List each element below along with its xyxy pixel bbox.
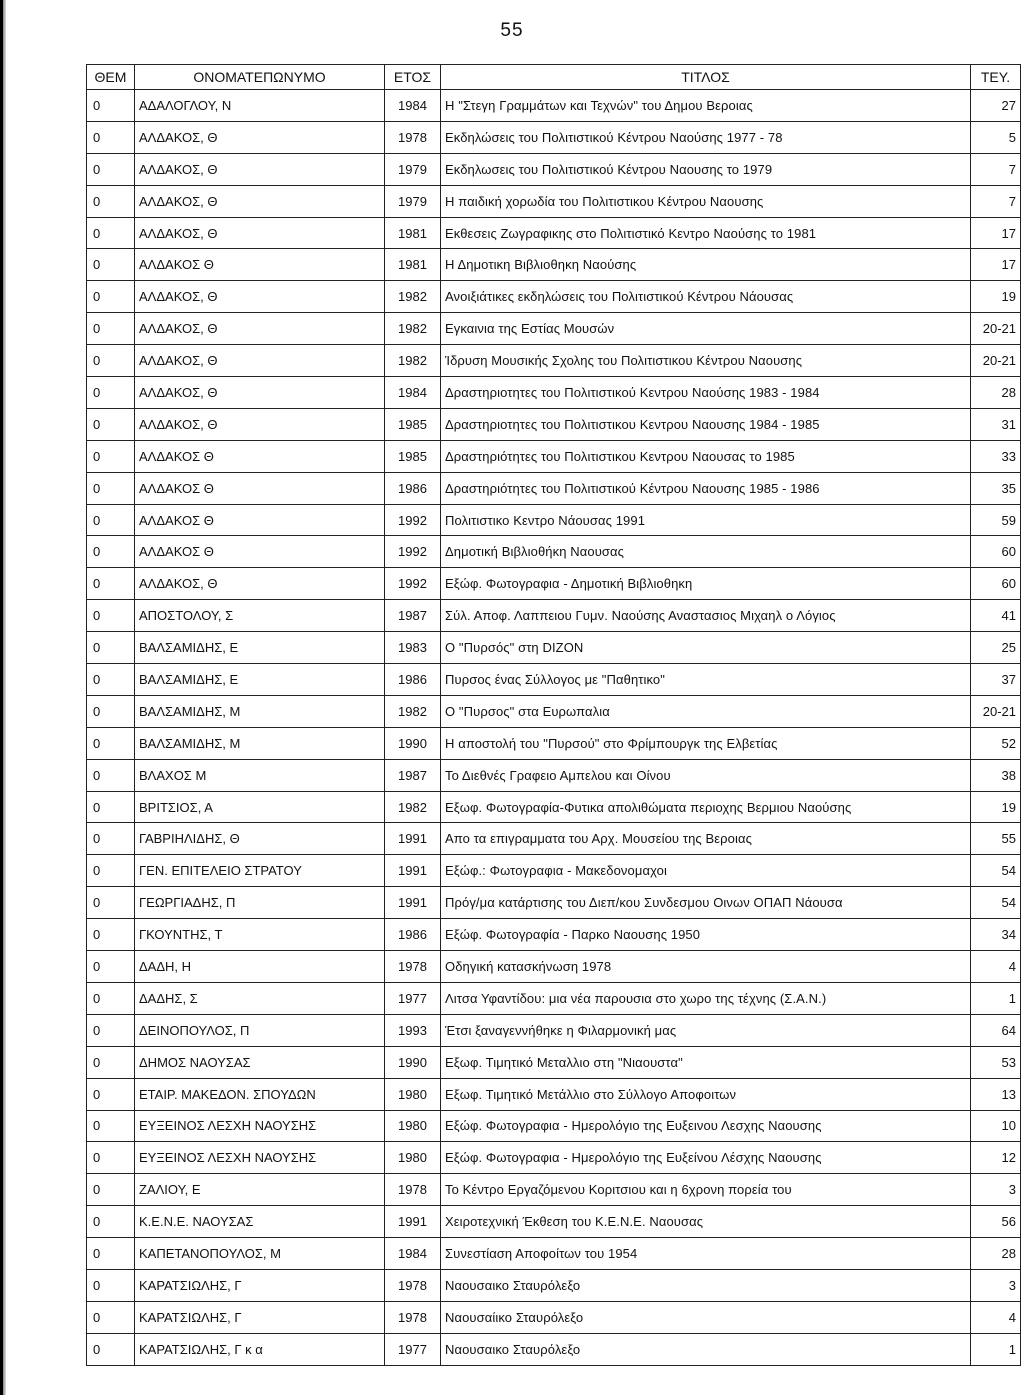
cell-year: 1977 [385, 982, 441, 1014]
cell-name: ΒΑΛΣΑΜΙΔΗΣ, Μ [135, 727, 385, 759]
cell-name: ΕΤΑΙΡ. ΜΑΚΕΔΟΝ. ΣΠΟΥΔΩΝ [135, 1078, 385, 1110]
table-row [87, 313, 1021, 345]
cell-theme: 0 [87, 472, 135, 504]
cell-year: 1984 [385, 1238, 441, 1270]
cell-issue: 1 [971, 1333, 1021, 1365]
cell-year: 1992 [385, 536, 441, 568]
cell-title: Ίδρυση Μουσικής Σχολης του Πολιτιστικου Κέντρου Ναουσης [441, 345, 971, 377]
table-row [87, 408, 1021, 440]
cell-name: ΓΕΝ. ΕΠΙΤΕΛΕΙΟ ΣΤΡΑΤΟΥ [135, 855, 385, 887]
cell-theme: 0 [87, 121, 135, 153]
cell-name: ΑΛΔΑΚΟΣ, Θ [135, 313, 385, 345]
cell-theme: 0 [87, 855, 135, 887]
cell-theme: 0 [87, 504, 135, 536]
cell-name: ΖΑΛΙΟΥ, Ε [135, 1174, 385, 1206]
cell-title: Σύλ. Αποφ. Λαππειου Γυμν. Ναούσης Αναστασιος Μιχαηλ ο Λόγιος [441, 600, 971, 632]
cell-name: ΑΛΔΑΚΟΣ, Θ [135, 217, 385, 249]
cell-title: Εξωφ. Φωτογραφία-Φυτικα απολιθώματα περιοχης Βερμιου Ναούσης [441, 791, 971, 823]
cell-theme: 0 [87, 759, 135, 791]
cell-issue: 10 [971, 1110, 1021, 1142]
cell-name: ΑΛΔΑΚΟΣ Θ [135, 536, 385, 568]
header-name: ΟΝΟΜΑΤΕΠΩΝΥΜΟ [135, 65, 385, 90]
cell-name: ΑΛΔΑΚΟΣ, Θ [135, 281, 385, 313]
cell-year: 1992 [385, 504, 441, 536]
table-row [87, 1238, 1021, 1270]
cell-title: Δημοτική Βιβλιοθήκη Ναουσας [441, 536, 971, 568]
cell-name: ΑΛΔΑΚΟΣ, Θ [135, 568, 385, 600]
cell-theme: 0 [87, 408, 135, 440]
cell-title: Εξωφ. Τιμητικό Μεταλλιο στη "Νιαουστα" [441, 1046, 971, 1078]
cell-theme: 0 [87, 1046, 135, 1078]
cell-theme: 0 [87, 90, 135, 122]
cell-issue: 54 [971, 855, 1021, 887]
cell-issue: 12 [971, 1142, 1021, 1174]
cell-theme: 0 [87, 1014, 135, 1046]
cell-name: ΑΛΔΑΚΟΣ, Θ [135, 121, 385, 153]
cell-year: 1982 [385, 791, 441, 823]
cell-theme: 0 [87, 823, 135, 855]
cell-issue: 33 [971, 440, 1021, 472]
cell-title: Ναουσαίικο Σταυρόλεξο [441, 1301, 971, 1333]
table-row [87, 1014, 1021, 1046]
cell-year: 1978 [385, 1301, 441, 1333]
cell-issue: 64 [971, 1014, 1021, 1046]
cell-name: ΚΑΠΕΤΑΝΟΠΟΥΛΟΣ, Μ [135, 1238, 385, 1270]
cell-title: Πολιτιστικο Κεντρο Νάουσας 1991 [441, 504, 971, 536]
cell-year: 1977 [385, 1333, 441, 1365]
cell-theme: 0 [87, 1269, 135, 1301]
cell-name: ΕΥΞΕΙΝΟΣ ΛΕΣΧΗ ΝΑΟΥΣΗΣ [135, 1142, 385, 1174]
cell-name: ΔΑΔΗ, Η [135, 951, 385, 983]
cell-issue: 59 [971, 504, 1021, 536]
table-row [87, 536, 1021, 568]
cell-issue: 35 [971, 472, 1021, 504]
cell-year: 1982 [385, 695, 441, 727]
cell-issue: 3 [971, 1269, 1021, 1301]
table-row [87, 727, 1021, 759]
table-row [87, 1142, 1021, 1174]
cell-theme: 0 [87, 791, 135, 823]
cell-title: Η "Στεγη Γραμμάτων και Τεχνών" του Δημου Βεροιας [441, 90, 971, 122]
cell-title: Εξώφ. Φωτογραφια - Ημερολόγιο της Ευξεινου Λεσχης Ναουσης [441, 1110, 971, 1142]
cell-theme: 0 [87, 1333, 135, 1365]
cell-year: 1978 [385, 951, 441, 983]
cell-title: Ο "Πυρσός" στη DIZON [441, 632, 971, 664]
catalog-table [86, 64, 1021, 1366]
cell-theme: 0 [87, 153, 135, 185]
cell-issue: 19 [971, 281, 1021, 313]
cell-issue: 56 [971, 1206, 1021, 1238]
cell-year: 1992 [385, 568, 441, 600]
cell-name: ΒΛΑΧΟΣ Μ [135, 759, 385, 791]
cell-year: 1991 [385, 855, 441, 887]
cell-name: ΓΕΩΡΓΙΑΔΗΣ, Π [135, 887, 385, 919]
header-title: ΤΙΤΛΟΣ [441, 65, 971, 90]
cell-title: Πυρσος ένας Σύλλογος με "Παθητικο" [441, 664, 971, 696]
cell-theme: 0 [87, 536, 135, 568]
table-row [87, 1269, 1021, 1301]
cell-year: 1987 [385, 759, 441, 791]
cell-issue: 7 [971, 153, 1021, 185]
cell-title: Συνεστίαση Αποφοίτων του 1954 [441, 1238, 971, 1270]
cell-theme: 0 [87, 632, 135, 664]
cell-year: 1984 [385, 377, 441, 409]
cell-theme: 0 [87, 440, 135, 472]
cell-year: 1986 [385, 472, 441, 504]
cell-name: ΚΑΡΑΤΣΙΩΛΗΣ, Γ [135, 1301, 385, 1333]
cell-year: 1982 [385, 313, 441, 345]
cell-issue: 3 [971, 1174, 1021, 1206]
cell-theme: 0 [87, 1206, 135, 1238]
table-row [87, 217, 1021, 249]
cell-name: ΓΑΒΡΙΗΛΙΔΗΣ, Θ [135, 823, 385, 855]
cell-issue: 13 [971, 1078, 1021, 1110]
table-row [87, 951, 1021, 983]
table-row [87, 1046, 1021, 1078]
cell-title: Εγκαινια της Εστίας Μουσών [441, 313, 971, 345]
table-row [87, 664, 1021, 696]
table-row [87, 440, 1021, 472]
table-row [87, 791, 1021, 823]
table-row [87, 1174, 1021, 1206]
cell-year: 1981 [385, 217, 441, 249]
cell-theme: 0 [87, 695, 135, 727]
cell-name: ΑΔΑΛΟΓΛΟΥ, Ν [135, 90, 385, 122]
table-row [87, 1110, 1021, 1142]
cell-theme: 0 [87, 1142, 135, 1174]
cell-year: 1981 [385, 249, 441, 281]
cell-year: 1990 [385, 1046, 441, 1078]
cell-name: ΒΡΙΤΣΙΟΣ, Α [135, 791, 385, 823]
cell-name: ΔΑΔΗΣ, Σ [135, 982, 385, 1014]
cell-issue: 34 [971, 919, 1021, 951]
cell-name: ΕΥΞΕΙΝΟΣ ΛΕΣΧΗ ΝΑΟΥΣΗΣ [135, 1110, 385, 1142]
cell-title: Εκθεσεις Ζωγραφικης στο Πολιτιστικό Κεντρο Ναούσης το 1981 [441, 217, 971, 249]
cell-name: ΑΛΔΑΚΟΣ, Θ [135, 185, 385, 217]
cell-year: 1979 [385, 153, 441, 185]
table-row [87, 887, 1021, 919]
cell-title: Οδηγική κατασκήνωση 1978 [441, 951, 971, 983]
cell-year: 1982 [385, 345, 441, 377]
cell-title: Πρόγ/μα κατάρτισης του Διεπ/κου Συνδεσμου Οινων ΟΠΑΠ Νάουσα [441, 887, 971, 919]
cell-theme: 0 [87, 600, 135, 632]
cell-name: ΑΛΔΑΚΟΣ Θ [135, 472, 385, 504]
cell-issue: 25 [971, 632, 1021, 664]
cell-title: Εξώφ. Φωτογραφια - Ημερολόγιο της Ευξείνου Λέσχης Ναουσης [441, 1142, 971, 1174]
cell-title: Το Κέντρο Εργαζόμενου Κοριτσιου και η 6χρονη πορεία του [441, 1174, 971, 1206]
table-row [87, 504, 1021, 536]
cell-theme: 0 [87, 313, 135, 345]
header-issue: ΤΕΥ. [971, 65, 1021, 90]
table-row [87, 1333, 1021, 1365]
cell-name: Κ.Ε.Ν.Ε. ΝΑΟΥΣΑΣ [135, 1206, 385, 1238]
cell-issue: 17 [971, 217, 1021, 249]
cell-year: 1978 [385, 1269, 441, 1301]
cell-year: 1993 [385, 1014, 441, 1046]
cell-title: Ναουσαικο Σταυρόλεξο [441, 1333, 971, 1365]
cell-theme: 0 [87, 951, 135, 983]
cell-theme: 0 [87, 1110, 135, 1142]
table-row [87, 919, 1021, 951]
cell-issue: 53 [971, 1046, 1021, 1078]
cell-title: Η αποστολή του "Πυρσού" στο Φρίμπουργκ της Ελβετίας [441, 727, 971, 759]
cell-issue: 55 [971, 823, 1021, 855]
table-row [87, 281, 1021, 313]
table-row [87, 377, 1021, 409]
cell-issue: 4 [971, 1301, 1021, 1333]
cell-issue: 7 [971, 185, 1021, 217]
cell-year: 1978 [385, 121, 441, 153]
cell-year: 1987 [385, 600, 441, 632]
cell-title: Έτσι ξαναγεννήθηκε η Φιλαρμονική μας [441, 1014, 971, 1046]
table-row [87, 855, 1021, 887]
cell-title: Η Δημοτικη Βιβλιοθηκη Ναούσης [441, 249, 971, 281]
cell-name: ΑΛΔΑΚΟΣ, Θ [135, 153, 385, 185]
table-row [87, 982, 1021, 1014]
cell-name: ΑΠΟΣΤΟΛΟΥ, Σ [135, 600, 385, 632]
cell-year: 1986 [385, 919, 441, 951]
cell-theme: 0 [87, 919, 135, 951]
cell-name: ΒΑΛΣΑΜΙΔΗΣ, Ε [135, 632, 385, 664]
table-row [87, 568, 1021, 600]
table-row [87, 249, 1021, 281]
cell-theme: 0 [87, 249, 135, 281]
cell-theme: 0 [87, 1301, 135, 1333]
cell-title: Εξώφ.: Φωτογραφια - Μακεδονομαχοι [441, 855, 971, 887]
cell-name: ΔΕΙΝΟΠΟΥΛΟΣ, Π [135, 1014, 385, 1046]
cell-year: 1991 [385, 887, 441, 919]
cell-year: 1986 [385, 664, 441, 696]
cell-title: Απο τα επιγραμματα του Αρχ. Μουσείου της Βεροιας [441, 823, 971, 855]
cell-name: ΔΗΜΟΣ ΝΑΟΥΣΑΣ [135, 1046, 385, 1078]
cell-issue: 38 [971, 759, 1021, 791]
table-row [87, 823, 1021, 855]
cell-name: ΚΑΡΑΤΣΙΩΛΗΣ, Γ [135, 1269, 385, 1301]
cell-title: Το Διεθνές Γραφειο Αμπελου και Οίνου [441, 759, 971, 791]
table-row [87, 1206, 1021, 1238]
cell-theme: 0 [87, 887, 135, 919]
table-row [87, 695, 1021, 727]
cell-issue: 17 [971, 249, 1021, 281]
cell-name: ΑΛΔΑΚΟΣ, Θ [135, 408, 385, 440]
table-row [87, 1078, 1021, 1110]
cell-issue: 52 [971, 727, 1021, 759]
cell-issue: 60 [971, 536, 1021, 568]
cell-year: 1978 [385, 1174, 441, 1206]
cell-name: ΑΛΔΑΚΟΣ, Θ [135, 345, 385, 377]
cell-title: Ο "Πυρσος" στα Ευρωπαλια [441, 695, 971, 727]
cell-title: Η παιδική χορωδία του Πολιτιστικου Κέντρου Ναουσης [441, 185, 971, 217]
cell-issue: 31 [971, 408, 1021, 440]
table-row [87, 759, 1021, 791]
cell-year: 1990 [385, 727, 441, 759]
cell-year: 1982 [385, 281, 441, 313]
table-row [87, 345, 1021, 377]
cell-name: ΒΑΛΣΑΜΙΔΗΣ, Μ [135, 695, 385, 727]
cell-issue: 28 [971, 377, 1021, 409]
cell-year: 1979 [385, 185, 441, 217]
cell-issue: 5 [971, 121, 1021, 153]
header-theme: ΘΕΜ [87, 65, 135, 90]
table-row [87, 1301, 1021, 1333]
cell-name: ΓΚΟΥΝΤΗΣ, Τ [135, 919, 385, 951]
table-row [87, 600, 1021, 632]
cell-theme: 0 [87, 185, 135, 217]
page-edge-shadow [0, 0, 6, 1395]
header-year: ΕΤΟΣ [385, 65, 441, 90]
cell-issue: 1 [971, 982, 1021, 1014]
cell-name: ΑΛΔΑΚΟΣ, Θ [135, 377, 385, 409]
table-row [87, 90, 1021, 122]
cell-title: Ναουσαικο Σταυρόλεξο [441, 1269, 971, 1301]
cell-title: Εξωφ. Τιμητικό Μετάλλιο στο Σύλλογο Αποφοιτων [441, 1078, 971, 1110]
cell-year: 1985 [385, 408, 441, 440]
cell-title: Δραστηριοτητες του Πολιτιστικού Κεντρου Ναούσης 1983 - 1984 [441, 377, 971, 409]
cell-name: ΑΛΔΑΚΟΣ Θ [135, 504, 385, 536]
cell-year: 1991 [385, 1206, 441, 1238]
cell-name: ΒΑΛΣΑΜΙΔΗΣ, Ε [135, 664, 385, 696]
cell-issue: 20-21 [971, 695, 1021, 727]
page-number: 55 [500, 20, 524, 41]
cell-issue: 19 [971, 791, 1021, 823]
cell-name: ΚΑΡΑΤΣΙΩΛΗΣ, Γ κ α [135, 1333, 385, 1365]
cell-issue: 27 [971, 90, 1021, 122]
cell-issue: 20-21 [971, 313, 1021, 345]
cell-issue: 41 [971, 600, 1021, 632]
cell-theme: 0 [87, 281, 135, 313]
cell-title: Εξώφ. Φωτογραφία - Παρκο Ναουσης 1950 [441, 919, 971, 951]
cell-name: ΑΛΔΑΚΟΣ Θ [135, 249, 385, 281]
cell-theme: 0 [87, 982, 135, 1014]
cell-issue: 54 [971, 887, 1021, 919]
cell-theme: 0 [87, 345, 135, 377]
cell-name: ΑΛΔΑΚΟΣ Θ [135, 440, 385, 472]
cell-issue: 60 [971, 568, 1021, 600]
cell-title: Εκδηλωσεις του Πολιτιστικού Κέντρου Ναουσης το 1979 [441, 153, 971, 185]
cell-theme: 0 [87, 568, 135, 600]
cell-theme: 0 [87, 217, 135, 249]
cell-title: Δραστηριότητες του Πολιτιστικου Κεντρου Ναουσας το 1985 [441, 440, 971, 472]
cell-title: Εξώφ. Φωτογραφια - Δημοτική Βιβλιοθηκη [441, 568, 971, 600]
cell-year: 1991 [385, 823, 441, 855]
cell-issue: 4 [971, 951, 1021, 983]
cell-title: Χειροτεχνική Έκθεση του Κ.Ε.Ν.Ε. Ναουσας [441, 1206, 971, 1238]
cell-theme: 0 [87, 377, 135, 409]
cell-theme: 0 [87, 1238, 135, 1270]
table-row [87, 472, 1021, 504]
cell-theme: 0 [87, 727, 135, 759]
cell-issue: 37 [971, 664, 1021, 696]
cell-issue: 20-21 [971, 345, 1021, 377]
table-row [87, 121, 1021, 153]
cell-title: Δραστηριότητες του Πολιτιστικού Κέντρου Ναουσης 1985 - 1986 [441, 472, 971, 504]
cell-theme: 0 [87, 1078, 135, 1110]
table-row [87, 185, 1021, 217]
cell-title: Λιτσα Υφαντίδου: μια νέα παρουσια στο χωρο της τέχνης (Σ.Α.Ν.) [441, 982, 971, 1014]
table-row [87, 153, 1021, 185]
table-row [87, 632, 1021, 664]
table-body [87, 90, 1021, 1366]
cell-issue: 28 [971, 1238, 1021, 1270]
cell-year: 1985 [385, 440, 441, 472]
cell-year: 1980 [385, 1078, 441, 1110]
cell-title: Δραστηριοτητες του Πολιτιστικου Κεντρου Ναουσης 1984 - 1985 [441, 408, 971, 440]
cell-year: 1984 [385, 90, 441, 122]
cell-theme: 0 [87, 664, 135, 696]
cell-title: Ανοιξιάτικες εκδηλώσεις του Πολιτιστικού Κέντρου Νάουσας [441, 281, 971, 313]
cell-year: 1983 [385, 632, 441, 664]
cell-theme: 0 [87, 1174, 135, 1206]
table-header-row [87, 65, 1021, 90]
cell-year: 1980 [385, 1142, 441, 1174]
cell-year: 1980 [385, 1110, 441, 1142]
cell-title: Εκδηλώσεις του Πολιτιστικού Κέντρου Ναούσης 1977 - 78 [441, 121, 971, 153]
